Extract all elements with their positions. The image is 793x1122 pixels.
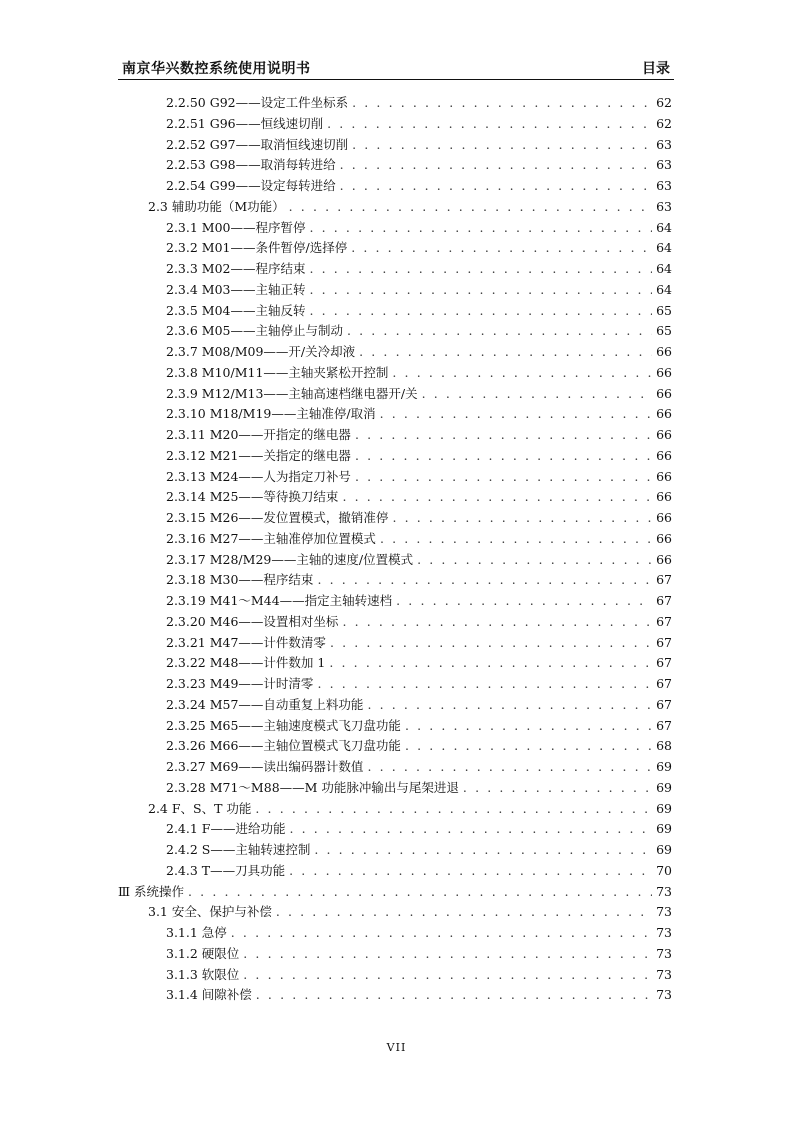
toc-entry-title: 2.3.24 M57——自动重复上料功能	[166, 696, 364, 712]
toc-entry-page: 69	[656, 759, 672, 774]
toc-entry-title: 2.3.25 M65——主轴速度模式飞刀盘功能	[166, 717, 401, 733]
toc-entry[interactable]	[166, 343, 672, 361]
toc-entry-title: 2.3.18 M30——程序结束	[166, 572, 314, 588]
toc-entry-title: 3.1.3 软限位	[166, 966, 240, 982]
toc-entry[interactable]	[166, 488, 672, 506]
toc-entry[interactable]	[166, 820, 672, 838]
toc-entry-page: 63	[656, 157, 672, 173]
document-title: 南京华兴数控系统使用说明书	[122, 61, 311, 77]
toc-entry-page: 69	[656, 779, 672, 795]
toc-entry[interactable]	[166, 364, 672, 382]
toc-entry-title: 2.3.5 M04——主轴反转	[166, 302, 306, 318]
toc-entry-page: 73	[656, 925, 672, 940]
toc-entry-title: 2.4 F、S、T 功能	[148, 800, 252, 816]
toc-entry-page: 64	[656, 281, 672, 297]
toc-entry[interactable]	[166, 571, 672, 589]
toc-entry-title: 2.2.50 G92——设定工件坐标系	[166, 95, 349, 110]
dot-leader	[243, 966, 652, 984]
toc-entry[interactable]	[148, 800, 672, 818]
toc-entry[interactable]	[166, 945, 672, 963]
toc-entry-page: 63	[656, 178, 672, 193]
toc-entry-page: 64	[656, 261, 672, 276]
toc-entry-page: 69	[656, 821, 672, 837]
toc-entry[interactable]	[166, 696, 672, 714]
toc-entry[interactable]	[166, 447, 672, 465]
header-rule	[118, 79, 674, 80]
toc-entry[interactable]	[166, 322, 672, 340]
toc-entry-page: 67	[656, 655, 672, 671]
toc-entry-page: 66	[656, 427, 672, 442]
toc-entry[interactable]	[148, 903, 672, 921]
dot-leader	[289, 198, 652, 216]
dot-leader	[359, 343, 652, 361]
toc-entry-title: 2.3.12 M21——关指定的继电器	[166, 447, 351, 463]
dot-leader	[342, 613, 652, 631]
toc-entry-title: 2.3.20 M46——设置相对坐标	[166, 613, 339, 629]
toc-entry-page: 73	[656, 987, 672, 1003]
toc-entry[interactable]	[166, 115, 672, 133]
toc-entry-page: 65	[656, 302, 672, 318]
toc-entry-title: 2.3.9 M12/M13——主轴高速档继电器开/关	[166, 385, 418, 401]
dot-leader	[317, 675, 652, 693]
dot-leader	[355, 447, 652, 465]
toc-entry[interactable]	[166, 468, 672, 486]
toc-entry-page: 66	[656, 468, 672, 484]
dot-leader	[342, 488, 652, 506]
toc-entry-page: 67	[656, 613, 672, 629]
toc-entry-page: 67	[656, 676, 672, 691]
toc-entry-page: 66	[656, 344, 672, 359]
page-header	[118, 54, 674, 80]
toc-entry[interactable]	[166, 654, 672, 672]
toc-entry[interactable]	[166, 758, 672, 776]
toc-entry-title: 2.3.10 M18/M19——主轴准停/取消	[166, 406, 376, 422]
toc-entry[interactable]	[166, 634, 672, 652]
toc-entry-title: 2.3.21 M47——计件数清零	[166, 634, 326, 650]
toc-entry[interactable]	[166, 717, 672, 735]
dot-leader	[405, 717, 652, 735]
toc-entry-page: 73	[656, 966, 672, 982]
toc-entry-page: 73	[656, 904, 672, 920]
toc-entry-title: 2.3.27 M69——读出编码器计数值	[166, 759, 364, 774]
toc-entry[interactable]	[166, 405, 672, 423]
toc-entry-title: 2.4.2 S——主轴转速控制	[166, 842, 311, 857]
dot-leader	[309, 281, 652, 299]
dot-leader	[367, 696, 652, 714]
dot-leader	[355, 426, 652, 444]
toc-entry[interactable]	[166, 986, 672, 1004]
page-number: VII	[386, 1041, 407, 1054]
toc-entry-title: 2.3.3 M02——程序结束	[166, 261, 306, 276]
toc-entry[interactable]	[166, 509, 672, 527]
dot-leader	[289, 862, 652, 880]
toc-entry-title: 3.1.4 间隙补偿	[166, 987, 252, 1003]
toc-entry-page: 64	[656, 240, 672, 256]
toc-entry-title: 2.3.16 M27——主轴准停加位置模式	[166, 530, 376, 546]
toc-entry[interactable]	[166, 613, 672, 631]
dot-leader	[352, 136, 652, 154]
toc-entry-title: 3.1.2 硬限位	[166, 945, 240, 961]
dot-leader	[231, 924, 652, 942]
toc-entry-title: 2.2.53 G98——取消每转进给	[166, 157, 336, 173]
dot-leader	[309, 260, 652, 278]
toc-entry[interactable]	[166, 779, 672, 797]
toc-entry[interactable]	[166, 841, 672, 859]
dot-leader	[392, 509, 652, 527]
dot-leader	[340, 156, 652, 174]
toc-entry-page: 66	[656, 385, 672, 401]
toc-entry-title: 2.4.3 T——刀具功能	[166, 862, 286, 878]
dot-leader	[329, 654, 652, 672]
toc-entry-title: 2.3.14 M25——等待换刀结束	[166, 489, 339, 505]
toc-entry-page: 63	[656, 198, 672, 214]
toc-entry-page: 66	[656, 406, 672, 422]
toc-entry-title: 2.3.8 M10/M11——主轴夹紧松开控制	[166, 364, 389, 380]
toc-entry-page: 67	[656, 696, 672, 712]
toc-entry[interactable]	[166, 260, 672, 278]
dot-leader	[256, 986, 652, 1004]
dot-leader	[405, 737, 652, 755]
section-name: 目录	[642, 61, 670, 77]
toc-entry[interactable]	[166, 136, 672, 154]
dot-leader	[351, 239, 652, 257]
toc-entry-page: 67	[656, 572, 672, 588]
toc-entry-title: 2.2.52 G97——取消恒线速切削	[166, 136, 349, 152]
toc-entry[interactable]	[166, 924, 672, 942]
dot-leader	[392, 364, 652, 382]
toc-entry-page: 73	[656, 945, 672, 961]
toc-entry[interactable]	[166, 675, 672, 693]
dot-leader	[355, 468, 652, 486]
toc-entry-title: 2.3.17 M28/M29——主轴的速度/位置模式	[166, 551, 414, 567]
toc-entry-page: 67	[656, 634, 672, 650]
dot-leader	[330, 634, 652, 652]
dot-leader	[396, 592, 652, 610]
toc-entry[interactable]	[166, 737, 672, 755]
toc-entry[interactable]	[166, 302, 672, 320]
toc-entry[interactable]	[166, 385, 672, 403]
toc-entry-page: 66	[656, 489, 672, 505]
toc-entry-page: 68	[656, 738, 672, 754]
dot-leader	[463, 779, 652, 797]
toc-entry-page: 62	[656, 115, 672, 131]
toc-entry-title: 2.4.1 F——进给功能	[166, 821, 286, 837]
dot-leader	[314, 841, 652, 859]
dot-leader	[347, 322, 652, 340]
dot-leader	[188, 883, 652, 901]
toc-entry-page: 62	[656, 95, 672, 110]
toc-entry-title: 2.3.22 M48——计件数加 1	[166, 655, 326, 671]
dot-leader	[317, 571, 652, 589]
dot-leader	[340, 177, 652, 195]
toc-entry-title: 2.3.23 M49——计时清零	[166, 676, 314, 691]
toc-entry-title: 2.3.11 M20——开指定的继电器	[166, 427, 351, 442]
dot-leader	[327, 115, 652, 133]
toc-entry-page: 67	[656, 717, 672, 733]
toc-entry-page: 66	[656, 530, 672, 546]
toc-entry-title: 2.3.15 M26——发位置模式，撤销准停	[166, 510, 389, 525]
toc-entry-page: 70	[656, 862, 672, 878]
toc-entry[interactable]	[118, 883, 672, 901]
toc-entry-title: 2.3.13 M24——人为指定刀补号	[166, 468, 351, 484]
toc-entry[interactable]	[166, 966, 672, 984]
toc-entry[interactable]	[166, 239, 672, 257]
toc-entry-title: 2.3.26 M66——主轴位置模式飞刀盘功能	[166, 738, 401, 754]
toc-entry[interactable]	[166, 530, 672, 548]
dot-leader	[380, 405, 652, 423]
dot-leader	[309, 302, 652, 320]
toc-entry-title: 2.3.2 M01——条件暂停/选择停	[166, 240, 348, 256]
toc-entry-page: 66	[656, 447, 672, 463]
toc-entry[interactable]	[166, 592, 672, 610]
toc-entry-title: 2.3.7 M08/M09——开/关冷却液	[166, 344, 356, 359]
toc-entry[interactable]	[148, 198, 672, 216]
toc-entry-title: 3.1.1 急停	[166, 925, 227, 940]
toc-entry-page: 66	[656, 510, 672, 525]
dot-leader	[243, 945, 652, 963]
toc-entry-title: 3.1 安全、保护与补偿	[148, 904, 272, 920]
toc-entry-page: 66	[656, 364, 672, 380]
toc-entry-title: 2.3.6 M05——主轴停止与制动	[166, 323, 343, 339]
toc-entry-page: 73	[656, 883, 672, 899]
toc-entry-title: 2.2.51 G96——恒线速切削	[166, 115, 324, 131]
toc-entry[interactable]	[166, 177, 672, 195]
toc-entry[interactable]	[166, 94, 672, 112]
toc-entry[interactable]	[166, 551, 672, 569]
toc-entry-page: 63	[656, 136, 672, 152]
toc-entry-page: 65	[656, 323, 672, 339]
toc-entry-title: 2.3.1 M00——程序暂停	[166, 219, 306, 235]
dot-leader	[255, 800, 652, 818]
dot-leader	[380, 530, 652, 548]
toc-entry-page: 69	[656, 800, 672, 816]
toc-entry-title: 2.3.28 M71～M88——M 功能脉冲输出与尾架进退	[166, 779, 459, 795]
dot-leader	[289, 820, 652, 838]
toc-entry-page: 66	[656, 551, 672, 567]
dot-leader	[417, 551, 652, 569]
toc-entry-title: Ⅲ 系统操作	[118, 883, 185, 899]
toc-entry-title: 2.3.19 M41～M44——指定主轴转速档	[166, 593, 393, 608]
toc-entry[interactable]	[166, 862, 672, 880]
toc-entry[interactable]	[166, 156, 672, 174]
toc-entry-page: 64	[656, 219, 672, 235]
dot-leader	[309, 219, 652, 237]
toc-entry-title: 2.3 辅助功能（M功能）	[148, 198, 285, 214]
dot-leader	[276, 903, 652, 921]
toc-entry[interactable]	[166, 281, 672, 299]
toc-entry[interactable]	[166, 219, 672, 237]
dot-leader	[367, 758, 652, 776]
toc-entry-page: 67	[656, 593, 672, 608]
dot-leader	[352, 94, 652, 112]
toc-entry-title: 2.2.54 G99——设定每转进给	[166, 178, 336, 193]
toc-entry[interactable]	[166, 426, 672, 444]
dot-leader	[422, 385, 652, 403]
toc-entry-title: 2.3.4 M03——主轴正转	[166, 281, 306, 297]
toc-entry-page: 69	[656, 842, 672, 857]
